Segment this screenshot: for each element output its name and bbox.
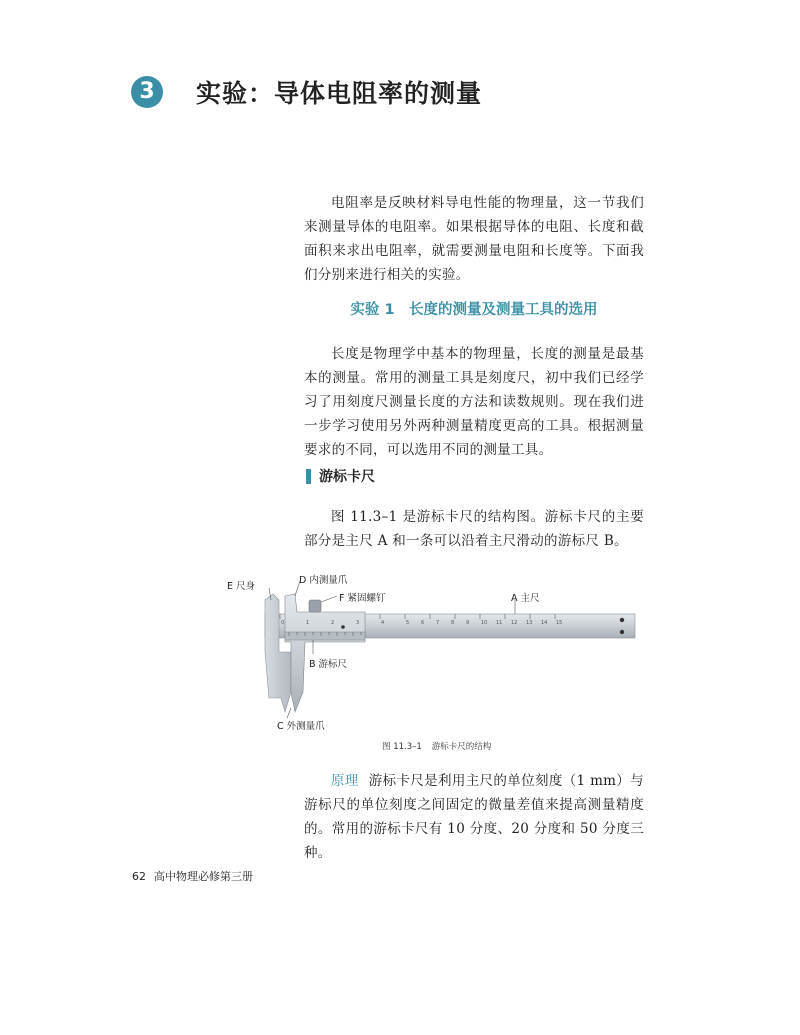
label-c-outer-jaw: C 外测量爪 xyxy=(277,721,325,732)
vernier-paragraph: 图 11.3–1 是游标卡尺的结构图。游标卡尺的主要部分是主尺 A 和一条可以沿着主尺滑动的游标尺 B。 xyxy=(304,509,644,549)
scale-number: 2 xyxy=(331,620,335,626)
scale-number: 5 xyxy=(406,620,410,626)
slider-rivet-icon xyxy=(341,625,345,629)
vernier-caliper-illustration xyxy=(225,572,645,732)
label-e-body: E 尺身 xyxy=(227,581,256,592)
scale-number: 4 xyxy=(381,620,385,626)
scale-number: 0 xyxy=(281,620,285,626)
leader-lines xyxy=(269,578,518,718)
scale-number: 11 xyxy=(496,620,503,626)
caliper-figure xyxy=(225,572,645,732)
heading-bar-icon xyxy=(306,469,311,484)
scale-number: 10 xyxy=(481,620,488,626)
scale-number: 13 xyxy=(526,620,533,626)
scale-number: 1 xyxy=(306,620,310,626)
principle-label: 原理 xyxy=(331,773,359,789)
scale-number: 15 xyxy=(556,620,563,626)
scale-number: 3 xyxy=(356,620,360,626)
scale-number: 14 xyxy=(541,620,548,626)
scale-number: 7 xyxy=(436,620,440,626)
experiment-paragraph: 长度是物理学中基本的物理量，长度的测量是最基本的测量。常用的测量工具是刻度尺，初中我们已经学习了用刻度尺测量长度的方法和读数规则。现在我们进一步学习使用另外两种测量精度更高的工具。根据测量要求的不同，可以选用不同的测量工具。 xyxy=(304,346,644,458)
vernier-heading xyxy=(304,466,375,486)
page-number: 62 xyxy=(132,870,146,883)
locking-screw-icon xyxy=(309,600,321,612)
label-d-inner-jaw: D 内测量爪 xyxy=(299,575,348,586)
label-b-vernier: B 游标尺 xyxy=(309,659,348,670)
label-f-screw: F 紧固螺钉 xyxy=(339,593,386,604)
figure-caption-number: 图 11.3–1 xyxy=(382,742,422,752)
beam-hole-icon xyxy=(620,618,624,622)
principle-paragraph xyxy=(304,769,644,865)
beam-hole-icon xyxy=(620,630,624,634)
figure-caption xyxy=(304,740,644,752)
label-a-main-scale: A 主尺 xyxy=(511,593,540,604)
intro-paragraph: 电阻率是反映材料导电性能的物理量，这一节我们来测量导体的电阻率。如果根据导体的电阻、长度和截面积来求出电阻率，就需要测量电阻和长度等。下面我们分别来进行相关的实验。 xyxy=(304,195,644,283)
page-footer xyxy=(132,868,253,884)
scale-number: 12 xyxy=(511,620,518,626)
scale-number: 6 xyxy=(421,620,425,626)
experiment-heading: 实验 1 长度的测量及测量工具的选用 xyxy=(350,302,598,318)
figure-caption-text: 游标卡尺的结构 xyxy=(431,742,492,752)
principle-text: 游标卡尺是利用主尺的单位刻度（1 mm）与游标尺的单位刻度之间固定的微量差值来提高测量精度的。常用的游标卡尺有 10 分度、20 分度和 50 分度三种。 xyxy=(304,773,644,861)
book-title: 高中物理必修第三册 xyxy=(154,870,253,883)
vernier-heading-text: 游标卡尺 xyxy=(319,469,375,485)
scale-number: 9 xyxy=(466,620,470,626)
sliding-jaw xyxy=(285,594,365,712)
section-number-badge: 3 xyxy=(131,76,163,108)
page-title: 实验：导体电阻率的测量 xyxy=(196,79,483,108)
scale-number: 8 xyxy=(451,620,455,626)
